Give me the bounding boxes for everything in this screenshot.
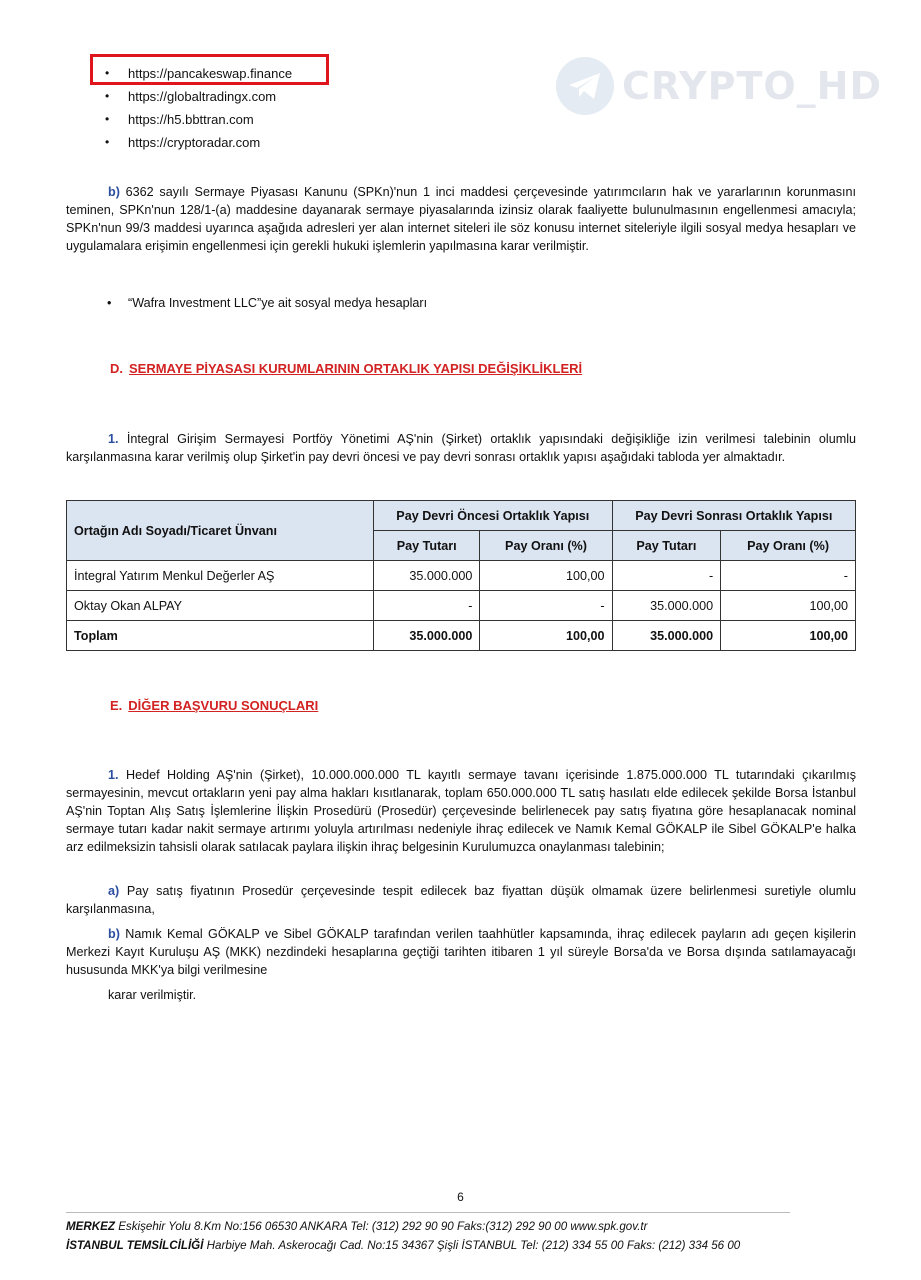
watermark-text: CRYPTO_HD — [622, 64, 883, 108]
section-e-heading — [110, 697, 318, 715]
after-amount: 35.000.000 — [612, 591, 721, 621]
footer-label: MERKEZ — [66, 1220, 115, 1233]
before-ratio: 100,00 — [480, 561, 612, 591]
section-letter: D. — [110, 361, 123, 376]
footer-divider — [66, 1212, 790, 1213]
paragraph-e1 — [66, 766, 856, 856]
section-title: SERMAYE PİYASASI KURUMLARININ ORTAKLIK YAPISI DEĞİŞİKLİKLERİ — [129, 361, 583, 376]
bullet-text: “Wafra Investment LLC”ye ait sosyal medya hesapları — [128, 296, 428, 310]
paragraph-d1 — [66, 430, 856, 466]
item-label: a) — [108, 884, 120, 898]
before-ratio: - — [480, 591, 612, 621]
table-row — [67, 561, 856, 591]
item-label: 1. — [108, 768, 119, 782]
ownership-table — [66, 500, 856, 651]
watermark — [556, 55, 886, 117]
before-amount: 35.000.000 — [374, 561, 480, 591]
list-item[interactable] — [0, 131, 292, 154]
total-after-ratio: 100,00 — [721, 621, 856, 651]
footer-address: Harbiye Mah. Askerocağı Cad. No:15 34367 Şişli İSTANBUL Tel: (212) 334 55 00 Faks: (212) 334 56 00 — [206, 1239, 741, 1252]
footer-istanbul — [66, 1237, 740, 1255]
footer-label: İSTANBUL TEMSİLCİLİĞİ — [66, 1239, 204, 1252]
paragraph-e1b — [66, 925, 856, 979]
before-transfer-header: Pay Devri Öncesi Ortaklık Yapısı — [374, 501, 613, 531]
after-amount: - — [612, 561, 721, 591]
footer-address: Eskişehir Yolu 8.Km No:156 06530 ANKARA Tel: (312) 292 90 90 Faks:(312) 292 90 00 www.spk.gov.tr — [118, 1220, 648, 1233]
social-bullet: • “Wafra Investment LLC”ye ait sosyal medya hesapları — [107, 296, 428, 310]
item-label: b) — [108, 185, 120, 199]
closing-text: karar verilmiştir. — [108, 988, 197, 1002]
after-ratio: - — [721, 561, 856, 591]
section-d-heading — [110, 360, 582, 378]
table-total-row — [67, 621, 856, 651]
total-before-ratio: 100,00 — [480, 621, 612, 651]
paragraph-text: İntegral Girişim Sermayesi Portföy Yönetimi AŞ'nin (Şirket) ortaklık yapısındaki değişikliğe izin verilmesi talebinin olumlu karşılanmasına karar verilmiş olup Şirket'in pay devri öncesi ve pay devri sonrası ortaklık yapısı aşağıdaki tabloda yer almaktadır. — [66, 432, 856, 464]
section-letter: E. — [110, 698, 123, 713]
amount-header: Pay Tutarı — [374, 531, 480, 561]
owner-header: Ortağın Adı Soyadı/Ticaret Ünvanı — [67, 501, 374, 561]
list-item[interactable] — [0, 62, 292, 85]
blocked-sites-list — [0, 62, 292, 154]
site-link[interactable]: https://globaltradingx.com — [128, 89, 277, 104]
paragraph-text: Hedef Holding AŞ'nin (Şirket), 10.000.000.000 TL kayıtlı sermaye tavanı içerisinde 1.875.000.000 TL tutarındaki çıkarılmış sermayesinin, mevcut ortakların yeni pay alma hakları kısıtlanarak, toplam 650.000.000 TL satış hasılatı elde edilecek şekilde Borsa İstanbul AŞ'nin Toptan Alış Satış İşlemlerine İlişkin Prosedürü (Prosedür) çerçevesinde belirlenecek pay satış fiyatına göre hesaplanacak nominal sermaye tutarı kadar nakit sermaye artırımı yoluyla artırılması nedeniyle ihraç edilecek ve Namık Kemal GÖKALP ile Sibel GÖKALP'e halka arz edilmeksizin tahsisli olarak satılacak paylara ilişkin ihraç belgesinin Kurulumuzca onaylanması talebinin; — [66, 768, 856, 854]
ratio-header: Pay Oranı (%) — [721, 531, 856, 561]
list-item[interactable] — [0, 85, 292, 108]
total-label: Toplam — [67, 621, 374, 651]
paragraph-text: 6362 sayılı Sermaye Piyasası Kanunu (SPKn)'nun 1 inci maddesi çerçevesinde yatırımcıların hak ve yararlarının korunmasını teminen, SPKn'nun 128/1-(a) maddesine dayanarak sermaye piyasalarında izinsiz olarak faaliyette bulunulmasının engellenmesi amacıyla; SPKn'nun 99/3 maddesi uyarınca aşağıda adresleri yer alan internet siteleri ile söz konusu internet siteleriyle ilgili sosyal medya hesapları ve uygulamalara erişimin engellenmesi için gerekli hukuki işlemlerin yapılmasına karar verilmiştir. — [66, 185, 856, 253]
amount-header: Pay Tutarı — [612, 531, 721, 561]
paragraph-b — [66, 183, 856, 255]
owner-name: Oktay Okan ALPAY — [67, 591, 374, 621]
before-amount: - — [374, 591, 480, 621]
after-transfer-header: Pay Devri Sonrası Ortaklık Yapısı — [612, 501, 855, 531]
owner-name: İntegral Yatırım Menkul Değerler AŞ — [67, 561, 374, 591]
after-ratio: 100,00 — [721, 591, 856, 621]
site-link[interactable]: https://cryptoradar.com — [128, 135, 261, 150]
paragraph-text: Pay satış fiyatının Prosedür çerçevesinde tespit edilecek baz fiyattan düşük olmamak üzere belirlenmesi suretiyle olumlu karşılanmasına, — [66, 884, 856, 916]
section-title: DİĞER BAŞVURU SONUÇLARI — [128, 698, 319, 713]
table-row — [67, 591, 856, 621]
ratio-header: Pay Oranı (%) — [480, 531, 612, 561]
footer-merkez — [66, 1218, 648, 1236]
total-after-amount: 35.000.000 — [612, 621, 721, 651]
list-item[interactable] — [0, 108, 292, 131]
paragraph-text: Namık Kemal GÖKALP ve Sibel GÖKALP tarafından verilen taahhütler kapsamında, ihraç edilecek payların adı geçen kişilerin Merkezi Kayıt Kuruluşu AŞ (MKK) nezdindeki hesaplarına geçtiği tarihten itibaren 1 yıl süreyle Borsa'da ve Borsa dışında satılamayacağı hususunda MKK'ya bilgi verilmesine — [66, 927, 857, 977]
paragraph-e1a — [66, 882, 856, 918]
telegram-plane-icon — [556, 57, 614, 115]
total-before-amount: 35.000.000 — [374, 621, 480, 651]
page-number: 6 — [457, 1190, 464, 1204]
item-label: 1. — [108, 432, 119, 446]
site-link[interactable]: https://h5.bbttran.com — [128, 112, 254, 127]
item-label: b) — [108, 927, 120, 941]
site-link[interactable]: https://pancakeswap.finance — [128, 66, 293, 81]
